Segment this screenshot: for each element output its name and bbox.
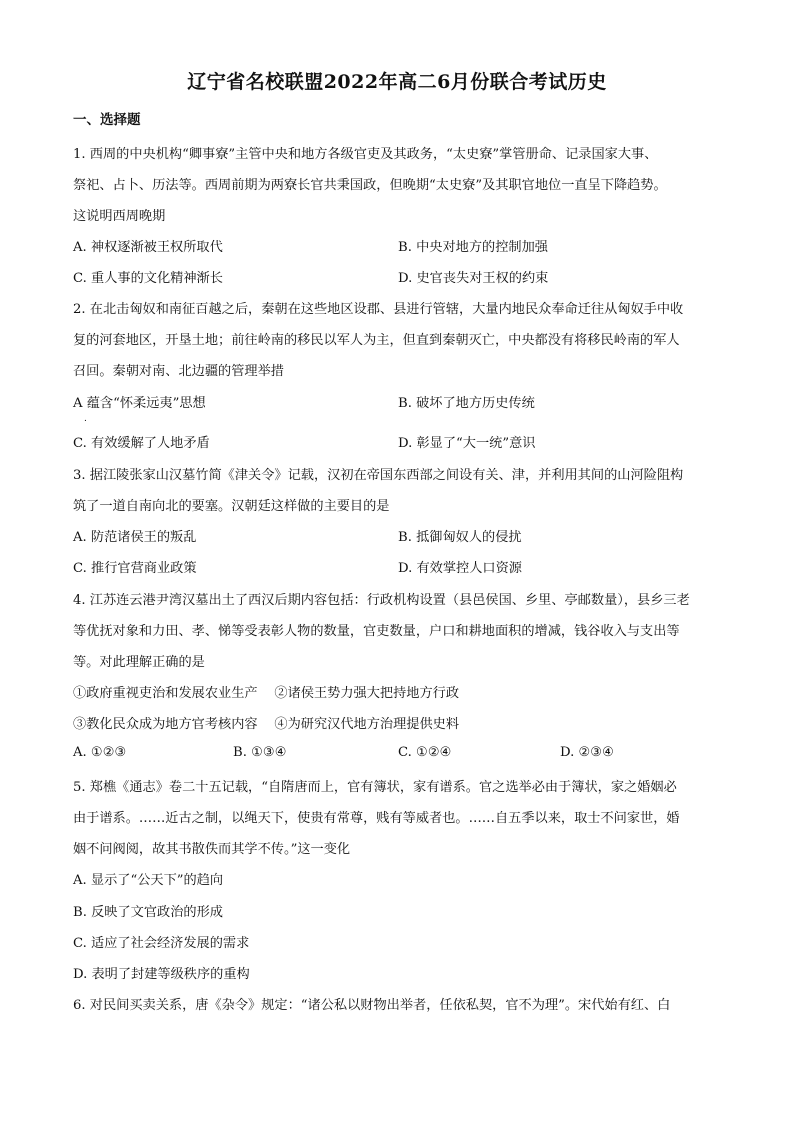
question-4-statements-2: ③教化民众成为地方官考核内容 ④为研究汉代地方治理提供史料 [73, 717, 460, 732]
question-3-option-b: B. 抵御匈奴人的侵扰 [398, 530, 522, 545]
question-4-option-d: D. ②③④ [560, 745, 614, 760]
question-4-options-row [73, 745, 723, 765]
question-4-option-b: B. ①③④ [233, 745, 287, 760]
question-3-options-row-2 [73, 557, 723, 577]
question-4-statements-1: ①政府重视吏治和发展农业生产 ②诸侯王势力强大把持地方行政 [73, 686, 460, 701]
question-2-option-c: C. 有效缓解了人地矛盾 [73, 436, 210, 451]
page-title: 辽宁省名校联盟2022年高二6月份联合考试历史 [187, 71, 607, 93]
question-2-line-3: 召回。秦朝对南、北边疆的管理举措 [73, 364, 284, 379]
question-5-option-b: B. 反映了文官政治的形成 [73, 905, 223, 920]
question-5-line-3: 姻不问阀阅，故其书散佚而其学不传。”这一变化 [73, 842, 351, 857]
question-5-option-d: D. 表明了封建等级秩序的重构 [73, 967, 250, 982]
question-4-line-2: 等优抚对象和力田、孝、悌等受表彰人物的数量，官吏数量，户口和耕地面积的增减，钱谷收入与支出等 [73, 624, 680, 639]
question-4-option-a: A. ①②③ [73, 745, 127, 760]
question-2-line-2: 复的河套地区，开垦土地；前往岭南的移民以军人为主，但直到秦朝灭亡，中央都没有将移民岭南的军人 [73, 333, 680, 348]
question-3-line-2: 筑了一道自南向北的要塞。汉朝廷这样做的主要目的是 [73, 499, 390, 514]
question-2-option-a: A 蕴含“怀柔远夷”思想 [73, 396, 206, 411]
stray-dot-mark: . [84, 414, 87, 424]
question-3-option-a: A. 防范诸侯王的叛乱 [73, 530, 197, 545]
question-5-option-c: C. 适应了社会经济发展的需求 [73, 936, 250, 951]
question-3-option-d: D. 有效掌控人口资源 [398, 561, 522, 576]
section-heading: 一、选择题 [73, 112, 141, 128]
question-2-option-d: D. 彰显了“大一统”意识 [398, 436, 536, 451]
question-4-line-1: 4. 江苏连云港尹湾汉墓出土了西汉后期内容包括：行政机构设置（县邑侯国、乡里、亭邮数量），县乡三老 [73, 593, 690, 608]
question-1-option-b: B. 中央对地方的控制加强 [398, 240, 548, 255]
question-3-option-c: C. 推行官营商业政策 [73, 561, 197, 576]
question-1-line-3: 这说明西周晚期 [73, 209, 166, 224]
question-1-options-row-2 [73, 267, 723, 287]
question-1-option-d: D. 史官丧失对王权的约束 [398, 271, 549, 286]
question-1-line-1: 1. 西周的中央机构“卿事寮”主管中央和地方各级官吏及其政务，“太史寮”掌管册命、记录国家大事、 [73, 147, 658, 162]
question-1-option-c: C. 重人事的文化精神渐长 [73, 271, 223, 286]
question-5-line-1: 5. 郑樵《通志》卷二十五记载，“自隋唐而上，官有簿状，家有谱系。官之选举必由于簿状，家之婚姻必 [73, 780, 677, 795]
question-3-line-1: 3. 据江陵张家山汉墓竹简《津关令》记载，汉初在帝国东西部之间设有关、津，并利用其间的山河险阻构 [73, 468, 684, 483]
question-6-line-1: 6. 对民间买卖关系，唐《杂令》规定：“诸公私以财物出举者，任依私契，官不为理”。宋代始有红、白 [73, 998, 671, 1013]
question-2-options-row-1 [73, 392, 723, 412]
question-1-options-row-1 [73, 236, 723, 256]
question-5-option-a: A. 显示了“公天下”的趋向 [73, 873, 224, 888]
question-4-line-3: 等。对此理解正确的是 [73, 655, 205, 670]
question-2-options-row-2 [73, 432, 723, 452]
question-3-options-row-1 [73, 526, 723, 546]
question-4-option-c: C. ①②④ [398, 745, 452, 760]
question-2-line-1: 2. 在北击匈奴和南征百越之后，秦朝在这些地区设郡、县进行管辖，大量内地民众奉命迁往从匈奴手中收 [73, 302, 684, 317]
question-5-line-2: 由于谱系。……近古之制，以绳天下，使贵有常尊，贱有等威者也。……自五季以来，取士不问家世，婚 [73, 811, 680, 826]
question-1-line-2: 祭祀、占卜、历法等。西周前期为两寮长官共秉国政，但晚期“太史寮”及其职官地位一直呈下降趋势。 [73, 178, 667, 193]
question-2-option-b: B. 破坏了地方历史传统 [398, 396, 535, 411]
question-1-option-a: A. 神权逐渐被王权所取代 [73, 240, 223, 255]
